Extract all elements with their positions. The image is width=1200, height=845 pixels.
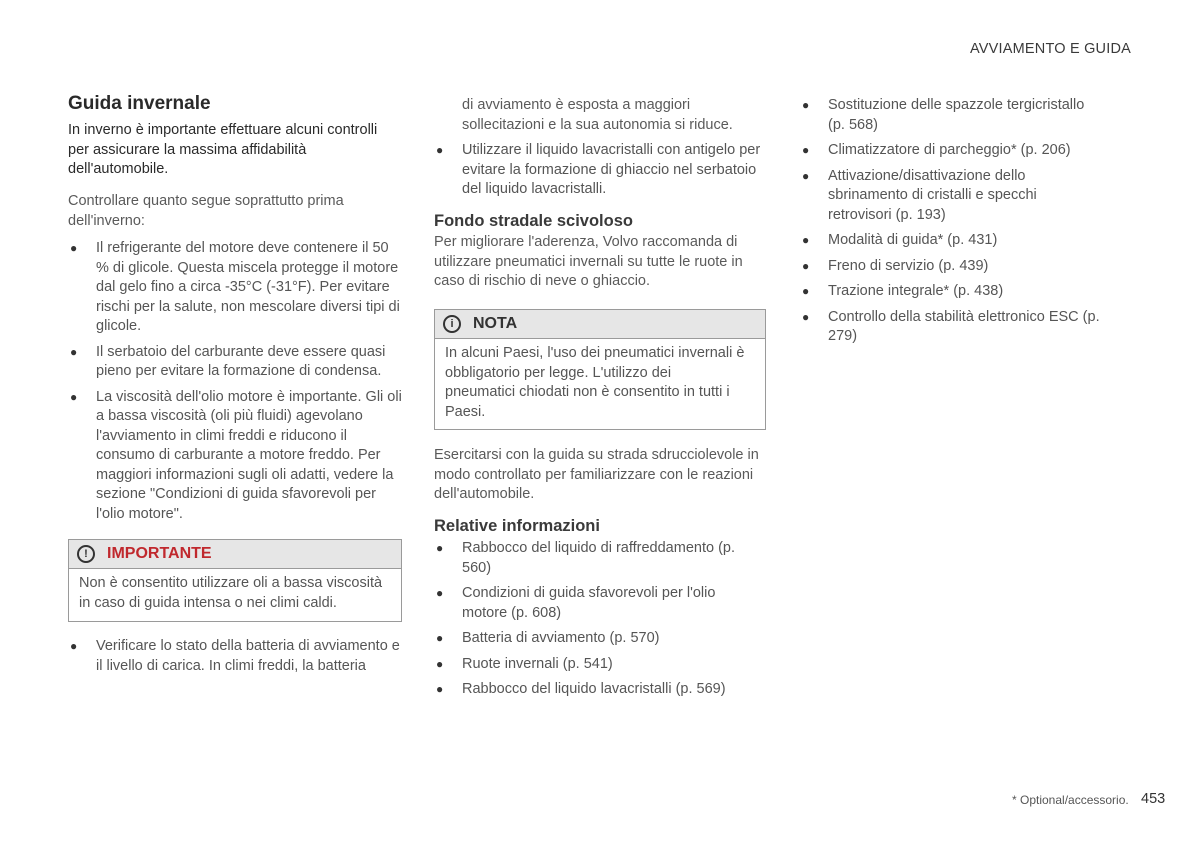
check-intro: Controllare quanto segue soprattutto prima dell'inverno: xyxy=(68,193,344,229)
list-item: ● Il serbatoio del carburante deve essere quasi pieno per evitare la formazione di condensa. xyxy=(70,343,386,379)
note-text: In alcuni Paesi, l'uso dei pneumatici invernali è obbligatorio per legge. L'utilizzo dei pneumatici chiodati non è consentito in tutti i Paesi. xyxy=(445,345,745,420)
bullet-icon: ● xyxy=(436,586,444,600)
bullet-icon: ● xyxy=(70,389,78,404)
continuation-text: di avviamento è esposta a maggiori sollecitazioni e la sua autonomia si riduce. xyxy=(462,97,733,133)
list-item: ● Utilizzare il liquido lavacristalli con antigelo per evitare la formazione di ghiaccio nel serbatoio del liquido lavacristalli. xyxy=(436,142,761,197)
important-text: Non è consentito utilizzare oli a bassa viscosità in caso di guida intensa o nei climi caldi. xyxy=(79,575,383,611)
note-label: NOTA xyxy=(473,315,518,332)
important-label: IMPORTANTE xyxy=(107,545,212,562)
bullet-icon: ● xyxy=(436,682,444,696)
exclamation-circle-icon: ! xyxy=(77,545,95,563)
bullet-icon: ● xyxy=(436,143,444,157)
bullet-icon: ● xyxy=(436,656,444,671)
related-link[interactable]: ● Trazione integrale* (p. 438) xyxy=(800,282,1100,302)
related-link[interactable]: ● Ruote invernali (p. 541) xyxy=(434,655,764,675)
related-link[interactable]: ● Freno di servizio (p. 439) xyxy=(800,257,1100,277)
related-link[interactable]: ● Sostituzione delle spazzole tergicristallo (p. 568) xyxy=(802,97,1085,133)
page-title: Guida invernale xyxy=(68,93,211,114)
related-link[interactable]: ● Condizioni di guida sfavorevoli per l'olio motore (p. 608) xyxy=(436,585,716,621)
bullet-icon: ● xyxy=(802,284,810,298)
list-item: ● La viscosità dell'olio motore è importante. Gli oli a bassa viscosità (oli più fluidi) agevolano l'avviamento in climi freddi e riducono il consumo di carburante a motore freddo. Per maggiori informazioni sugli oli adatti, vedere la sezione "Condizioni di guida sfavorevoli per l'olio motore". xyxy=(70,388,402,522)
related-link[interactable]: ● Attivazione/disattivazione dello sbrinamento di cristalli e specchi retrovisori (p. 193) xyxy=(802,167,1037,223)
list-item: ● Verificare lo stato della batteria di avviamento e il livello di carica. In climi freddi, la batteria xyxy=(70,638,400,674)
page-number: 453 xyxy=(1141,791,1166,807)
intro-paragraph: In inverno è importante effettuare alcuni controlli per assicurare la massima affidabilità dell'automobile. xyxy=(68,122,378,177)
related-link[interactable]: ● Climatizzatore di parcheggio* (p. 206) xyxy=(800,141,1100,161)
related-heading: Relative informazioni xyxy=(434,517,600,535)
washer-list xyxy=(434,141,764,206)
bullet-icon: ● xyxy=(436,541,444,555)
practice-text: Esercitarsi con la guida su strada sdrucciolevole in modo controllato per familiarizzare con le reazioni dell'automobile. xyxy=(434,447,759,502)
winter-checklist xyxy=(68,239,402,530)
bullet-icon: ● xyxy=(802,258,810,273)
battery-list xyxy=(68,637,402,682)
related-list-continued xyxy=(800,96,1100,353)
list-item: ● Il refrigerante del motore deve contenere il 50 % di glicole. Questa miscela protegge il motore dal gelo fino a circa -35°C (-31°F). Per evitare rischi per la salute, non mescolare diversi tipi di glicole. xyxy=(70,240,400,334)
note-box xyxy=(434,309,766,430)
note-header xyxy=(435,310,765,339)
bullet-icon: ● xyxy=(70,639,78,653)
bullet-icon: ● xyxy=(802,309,810,324)
bullet-icon: ● xyxy=(802,98,810,112)
bullet-icon: ● xyxy=(802,143,810,157)
important-header xyxy=(69,540,401,569)
related-link[interactable]: ● Rabbocco del liquido di raffreddamento (p. 560) xyxy=(436,540,735,576)
bullet-icon: ● xyxy=(802,168,810,183)
related-link[interactable]: ● Modalità di guida* (p. 431) xyxy=(800,231,1100,251)
related-list xyxy=(434,539,764,706)
related-link[interactable]: ● Batteria di avviamento (p. 570) xyxy=(434,629,764,649)
related-link[interactable]: ● Controllo della stabilità elettronico ESC (p. 279) xyxy=(802,308,1100,344)
bullet-icon: ● xyxy=(436,631,444,645)
slippery-text: Per migliorare l'aderenza, Volvo raccomanda di utilizzare pneumatici invernali su tutte le ruote in caso di rischio di neve o ghiaccio. xyxy=(434,234,743,289)
bullet-icon: ● xyxy=(70,344,78,359)
important-box xyxy=(68,539,402,622)
info-circle-icon: i xyxy=(443,315,461,333)
related-link[interactable]: ● Rabbocco del liquido lavacristalli (p. 569) xyxy=(434,680,764,700)
bullet-icon: ● xyxy=(802,233,810,247)
section-title: AVVIAMENTO E GUIDA xyxy=(970,41,1131,57)
slippery-heading: Fondo stradale scivoloso xyxy=(434,212,633,230)
bullet-icon: ● xyxy=(70,241,78,255)
footnote: * Optional/accessorio. xyxy=(1012,793,1129,807)
